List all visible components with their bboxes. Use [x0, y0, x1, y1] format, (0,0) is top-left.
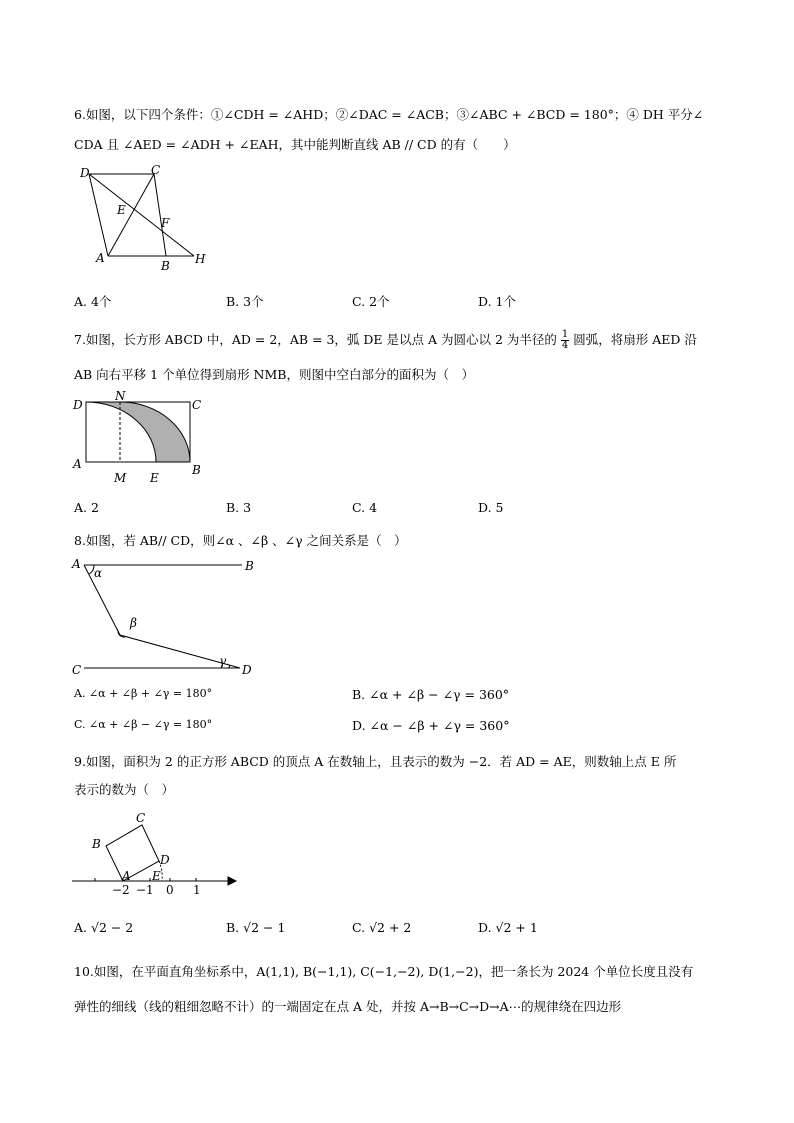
- q9-label-d: D: [160, 853, 170, 867]
- q9-option-a: A. √2 − 2: [74, 920, 134, 935]
- q6-label-c: C: [151, 163, 161, 177]
- q7-option-c: C. 4: [352, 500, 378, 515]
- q9-option-b: B. √2 − 1: [226, 920, 286, 935]
- q10-text-line-2: 弹性的细线（线的粗细忽略不计）的一端固定在点 A 处，并按 A→B→C→D→A⋯的规律绕在四边形: [74, 999, 622, 1014]
- q7-figure: [70, 390, 210, 490]
- q10-text-line-1: 10.如图，在平面直角坐标系中，A(1,1), B(−1,1), C(−1,−2), D(1,−2)，把一条长为 2024 个单位长度且没有: [74, 964, 694, 979]
- q6-label-b: B: [161, 259, 170, 272]
- q6-option-d: D. 1个: [478, 294, 516, 309]
- q6-text-line-1: 6.如图，以下四个条件：①∠CDH = ∠AHD；②∠DAC = ∠ACB；③∠ABC + ∠BCD = 180°；④ DH 平分∠: [74, 107, 704, 122]
- q8-label-b: B: [245, 559, 254, 573]
- q7-text-line-1: [74, 330, 697, 351]
- q7-label-m: M: [114, 471, 127, 485]
- q9-label-a: A: [122, 869, 131, 883]
- q9-option-c: C. √2 + 2: [352, 920, 412, 935]
- q6-label-a: A: [96, 251, 105, 265]
- q8-option-b: B. ∠α + ∠β − ∠γ = 360°: [352, 687, 510, 702]
- q7-fraction: [561, 330, 569, 351]
- q8-option-c: C. ∠α + ∠β − ∠γ = 180°: [74, 718, 213, 731]
- q9-tick-label-0: 0: [166, 883, 174, 897]
- q9-tick-label-1: 1: [193, 883, 201, 897]
- q7-label-b: B: [192, 463, 201, 477]
- q8-figure: [70, 555, 270, 680]
- q7-fraction-denominator: 4: [561, 340, 569, 351]
- q6-segment-cb: [154, 174, 166, 256]
- q9-tick-label-minus1: −1: [136, 883, 154, 897]
- q6-label-d: D: [80, 166, 90, 180]
- q8-label-c: C: [72, 663, 82, 677]
- q9-arrow-head: [228, 877, 236, 885]
- q7-option-d: D. 5: [478, 500, 504, 515]
- q9-text-line-2: 表示的数为（ ）: [74, 782, 175, 797]
- q7-label-e: E: [150, 471, 159, 485]
- q8-label-d: D: [242, 663, 252, 677]
- q9-label-e: E: [152, 869, 161, 883]
- q8-label-beta: β: [130, 616, 137, 630]
- q6-option-b: B. 3个: [226, 294, 264, 309]
- q9-option-d: D. √2 + 1: [478, 920, 538, 935]
- q8-label-gamma: γ: [219, 654, 227, 668]
- q7-fraction-numerator: 1: [561, 329, 569, 340]
- q6-text-line-2: CDA 且 ∠AED = ∠ADH + ∠EAH，其中能判断直线 AB // CD 的有（ ）: [74, 137, 516, 152]
- q7-label-n: N: [115, 390, 126, 403]
- q6-label-f: F: [161, 216, 170, 230]
- q6-label-e: E: [117, 203, 126, 217]
- q7-option-b: B. 3: [226, 500, 252, 515]
- q7-option-a: A. 2: [74, 500, 99, 515]
- q8-option-a: A. ∠α + ∠β + ∠γ = 180°: [74, 687, 213, 700]
- q7-text-part-b: 圆弧，将扇形 AED 沿: [573, 332, 697, 347]
- q6-figure: [74, 162, 224, 272]
- q8-text-line-1: 8.如图，若 AB// CD，则∠α 、∠β 、∠γ 之间关系是（ ）: [74, 533, 407, 548]
- q8-label-alpha: α: [94, 566, 103, 580]
- q6-option-a: A. 4个: [74, 294, 112, 309]
- q6-label-h: H: [195, 252, 206, 266]
- q9-text-line-1: 9.如图，面积为 2 的正方形 ABCD 的顶点 A 在数轴上，且表示的数为 −2．若 AD = AE，则数轴上点 E 所: [74, 754, 677, 769]
- q8-label-a: A: [72, 557, 81, 571]
- q7-label-c: C: [192, 398, 202, 412]
- q9-figure: [70, 808, 240, 898]
- q7-shaded-region: [88, 402, 190, 462]
- q7-label-d: D: [73, 398, 83, 412]
- q8-option-d: D. ∠α − ∠β + ∠γ = 360°: [352, 718, 510, 733]
- q7-label-a: A: [73, 457, 82, 471]
- q6-option-c: C. 2个: [352, 294, 390, 309]
- q7-text-part-a: 7.如图，长方形 ABCD 中，AD = 2，AB = 3，弧 DE 是以点 A 为圆心以 2 为半径的: [74, 332, 557, 347]
- q9-label-c: C: [136, 811, 146, 825]
- q6-segment-ac: [108, 174, 154, 256]
- q7-text-line-2: AB 向右平移 1 个单位得到扇形 NMB，则图中空白部分的面积为（ ）: [74, 367, 474, 382]
- q9-tick-label-minus2: −2: [112, 883, 130, 897]
- q9-label-b: B: [92, 837, 101, 851]
